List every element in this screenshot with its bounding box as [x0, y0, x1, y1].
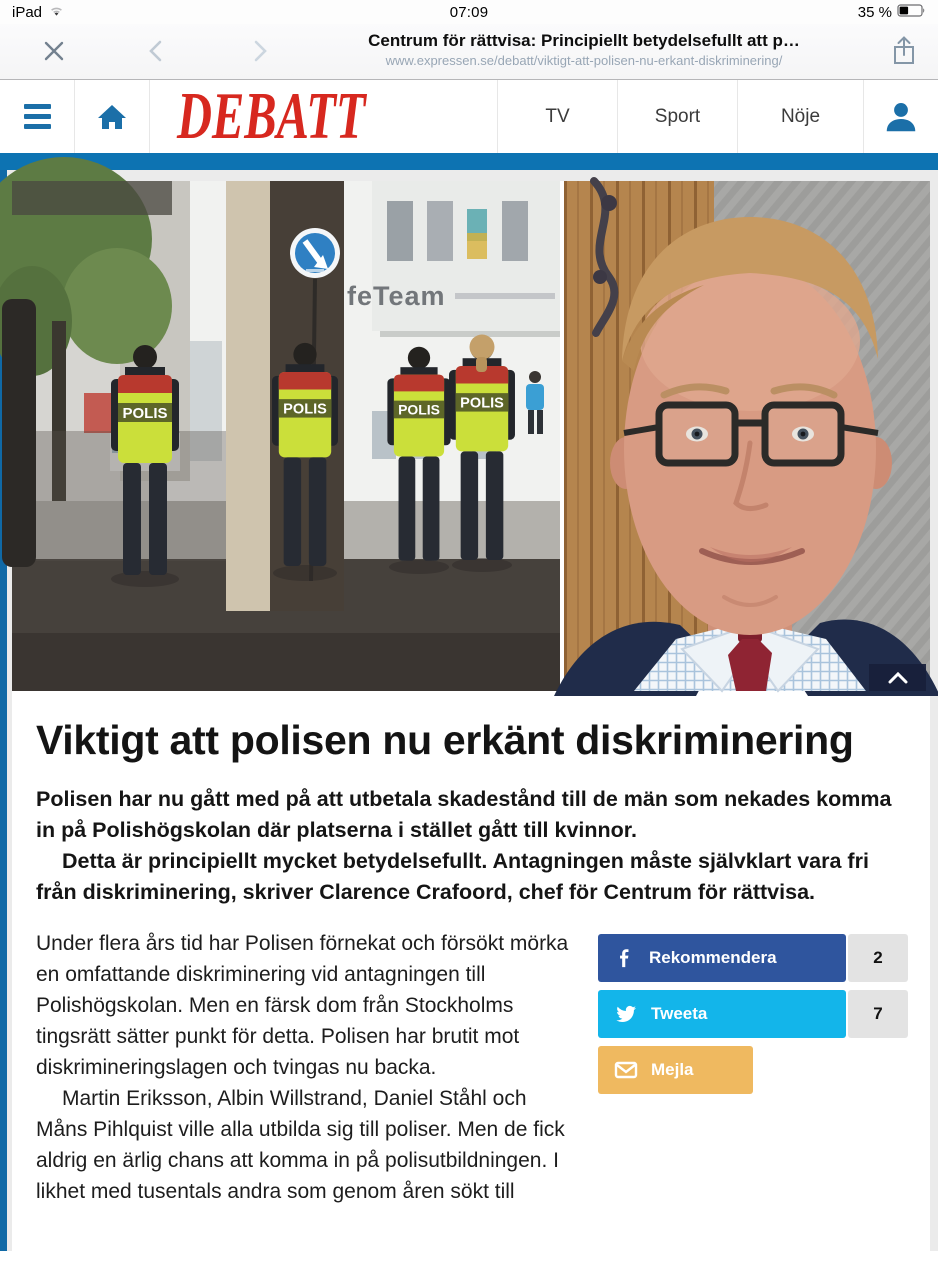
page-background — [0, 170, 938, 1251]
close-tab-button[interactable] — [42, 39, 66, 66]
email-label: Mejla — [651, 1060, 694, 1079]
back-button[interactable] — [148, 40, 162, 65]
nav-item-tv[interactable]: TV — [498, 80, 618, 153]
mail-icon — [614, 1060, 638, 1080]
twitter-label: Tweeta — [651, 1004, 708, 1023]
page-title: Centrum för rättvisa: Principiellt betydelsefullt att p… — [368, 31, 800, 50]
share-button[interactable] — [890, 35, 918, 70]
forward-button[interactable] — [254, 40, 268, 65]
device-label: iPad — [12, 3, 43, 21]
site-header — [0, 80, 938, 153]
menu-button[interactable] — [0, 80, 75, 153]
nav-item-sport[interactable]: Sport — [618, 80, 738, 153]
nav-item-noje[interactable]: Nöje — [738, 80, 864, 153]
hamburger-icon — [24, 104, 51, 109]
police-photo — [12, 181, 560, 691]
facebook-icon — [614, 947, 636, 969]
brand-link[interactable] — [150, 80, 498, 153]
body-paragraph: Martin Eriksson, Albin Willstrand, Daniel Ståhl och Måns Pihlquist ville alla utbilda sig till poliser. Men de fick aldrig en ärlig chans att komma in på polisutbildningen. I likhet med tusentals andra som genom åren sökt till — [36, 1087, 565, 1203]
email-share-button[interactable] — [598, 1046, 753, 1094]
portrait-photo — [564, 181, 930, 691]
facebook-count: 2 — [848, 934, 908, 982]
battery-icon — [897, 4, 926, 21]
close-icon — [42, 39, 66, 63]
twitter-count: 7 — [848, 990, 908, 1038]
accent-bar — [0, 153, 938, 170]
battery-percent: 35 % — [857, 3, 892, 21]
lede-paragraph: Detta är principiellt mycket betydelsefullt. Antagningen måste självklart vara fri från diskriminering, skriver Clarence Crafoord, chef för Centrum för rättvisa. — [36, 849, 869, 904]
building-sign-text: feTeam — [347, 281, 446, 311]
article-lede — [36, 784, 908, 908]
status-bar — [0, 0, 938, 24]
twitter-share-button[interactable] — [598, 990, 908, 1038]
article-body — [36, 928, 908, 1207]
collapse-image-button[interactable] — [869, 664, 926, 691]
home-icon — [96, 103, 128, 131]
share-icon — [890, 35, 918, 67]
clock: 07:09 — [449, 3, 489, 21]
chevron-left-icon — [148, 40, 162, 62]
brand-logo: DEBATT — [177, 80, 366, 153]
body-paragraph: Under flera års tid har Polisen förnekat och försökt mörka en omfattande diskriminering vid antagningen till Polishögskolan. Men en färsk dom från Stockholms tingsrätt sätter punkt för detta. Polisen har brutit mot diskrimineringslagen och tvingas nu backa. — [36, 932, 569, 1079]
facebook-share-button[interactable] — [598, 934, 908, 982]
social-buttons — [598, 934, 908, 1102]
user-icon — [883, 99, 919, 135]
twitter-icon — [614, 1002, 638, 1026]
lede-paragraph: Polisen har nu gått med på att utbetala skadestånd till de män som nekades komma in på Polishögskolan där platserna i stället gått till kvinnor. — [36, 787, 892, 842]
address-bar[interactable] — [320, 31, 848, 68]
page-url: www.expressen.se/debatt/viktigt-att-polisen-nu-erkant-diskriminering/ — [385, 53, 783, 68]
hero-image — [12, 181, 930, 691]
profile-button[interactable] — [864, 80, 938, 153]
wifi-icon — [48, 4, 65, 21]
home-button[interactable] — [75, 80, 150, 153]
chevron-right-icon — [254, 40, 268, 62]
browser-toolbar — [0, 24, 938, 80]
article — [12, 691, 930, 1267]
facebook-label: Rekommendera — [649, 948, 777, 967]
article-headline: Viktigt att polisen nu erkänt diskriminering — [36, 717, 854, 763]
chevron-up-icon — [888, 672, 908, 684]
